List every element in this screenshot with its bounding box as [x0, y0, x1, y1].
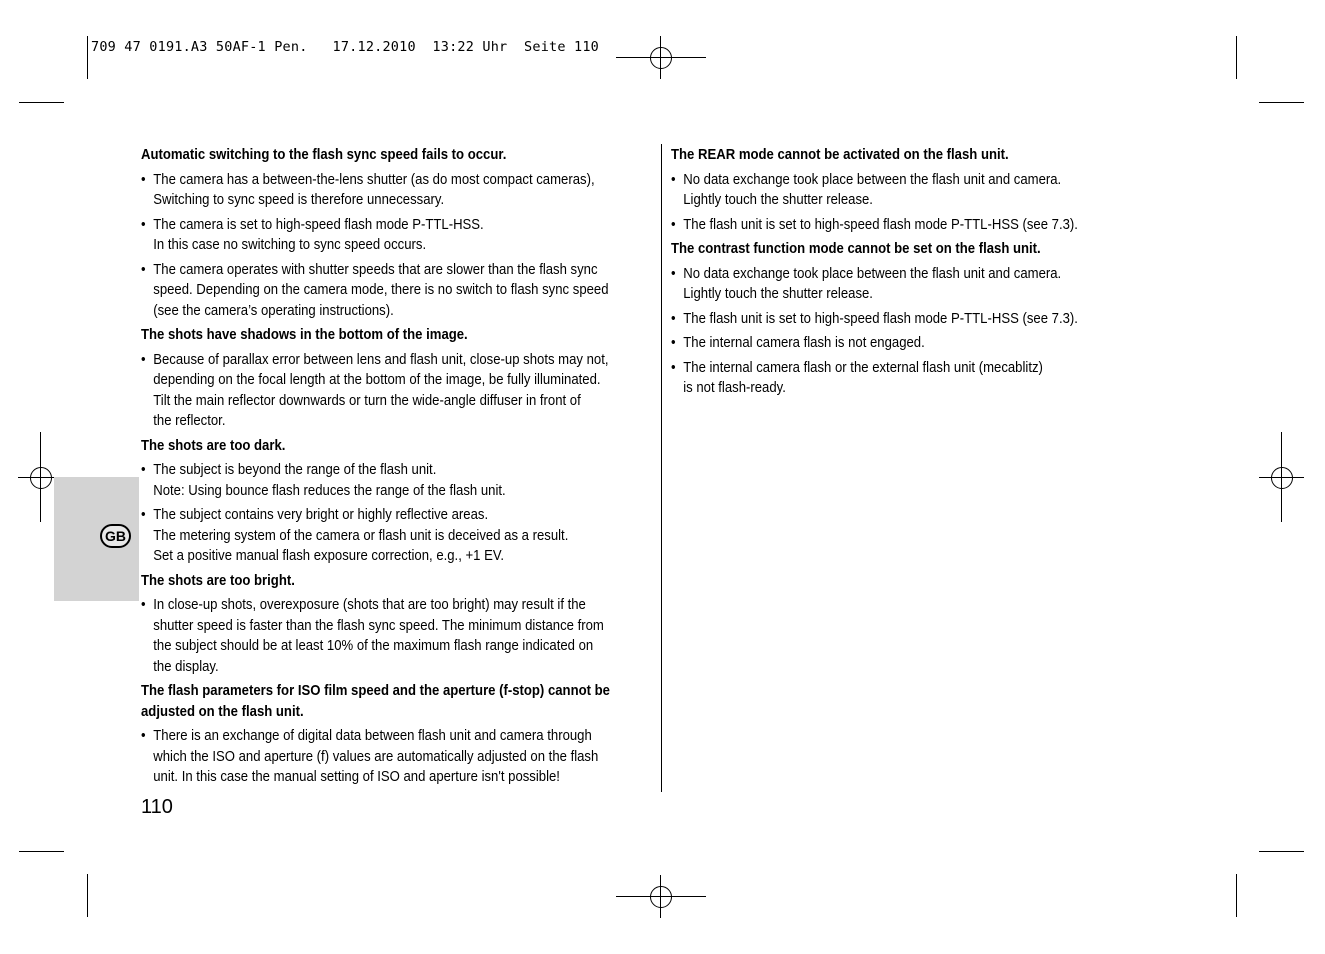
bullet-line: the reflector.	[153, 412, 226, 429]
bullet-list	[141, 726, 631, 788]
bullet-item	[141, 460, 631, 501]
bullet-line: In this case no switching to sync speed occurs.	[153, 236, 427, 253]
bullet-list	[141, 595, 631, 677]
left-column	[141, 145, 631, 792]
registration-mark	[650, 47, 672, 69]
registration-mark	[650, 886, 672, 908]
section-heading: The shots are too dark.	[141, 436, 286, 454]
section-heading: The shots are too bright.	[141, 571, 295, 589]
bullet-line: • The camera has a between-the-lens shutter (as do most compact cameras),	[153, 170, 595, 188]
bullet-line: The metering system of the camera or flash unit is deceived as a result.	[153, 526, 569, 544]
bullet-list	[141, 170, 631, 322]
section-heading: The contrast function mode cannot be set on the flash unit.	[671, 240, 1041, 257]
bullet-list	[671, 170, 1109, 236]
bullet-item	[671, 358, 1109, 399]
bullet-line: is not flash-ready.	[683, 379, 786, 396]
section-heading: Automatic switching to the flash sync speed fails to occur.	[141, 146, 507, 163]
bullet-item	[671, 170, 1109, 211]
bullet-item	[671, 309, 1109, 330]
bullet-line: • In close-up shots, overexposure (shots that are too bright) may result if the	[153, 596, 586, 613]
bullet-list	[671, 264, 1109, 399]
registration-mark	[1271, 467, 1293, 489]
bullet-line: • The flash unit is set to high-speed flash mode P-TTL-HSS (see 7.3).	[683, 215, 1078, 233]
bullet-item	[141, 350, 631, 432]
bullet-item	[141, 726, 631, 788]
crop-mark	[87, 874, 88, 917]
crop-mark	[19, 851, 64, 852]
bullet-line: Switching to sync speed is therefore unnecessary.	[153, 191, 445, 208]
bullet-line: • There is an exchange of digital data between flash unit and camera through	[153, 727, 592, 744]
bullet-line: speed. Depending on the camera mode, there is no switch to flash sync speed	[153, 281, 609, 298]
bullet-line: Note: Using bounce flash reduces the range of the flash unit.	[153, 481, 506, 499]
bullet-item	[671, 333, 1109, 354]
bullet-item	[671, 215, 1109, 236]
page-number: 110	[141, 796, 173, 818]
bullet-line: • The flash unit is set to high-speed flash mode P-TTL-HSS (see 7.3).	[683, 309, 1078, 327]
bullet-line: Lightly touch the shutter release.	[683, 285, 873, 302]
bullet-item	[141, 170, 631, 211]
bullet-line: Set a positive manual flash exposure correction, e.g., +1 EV.	[153, 547, 505, 564]
bullet-item	[141, 595, 631, 677]
bullet-line: • The subject contains very bright or highly reflective areas.	[153, 506, 489, 523]
section-heading: The REAR mode cannot be activated on the flash unit.	[671, 146, 1009, 163]
bullet-line: the display.	[153, 657, 219, 675]
bullet-line: • No data exchange took place between the flash unit and camera.	[683, 264, 1062, 282]
bullet-line: the subject should be at least 10% of the maximum flash range indicated on	[153, 637, 594, 654]
section-heading: The flash parameters for ISO film speed and the aperture (f-stop) cannot be adjusted on the flash unit.	[141, 682, 610, 720]
print-slug: 709 47 0191.A3 50AF-1 Pen. 17.12.2010 13:22 Uhr Seite 110	[91, 39, 599, 55]
bullet-line: which the ISO and aperture (f) values are automatically adjusted on the flash	[153, 747, 599, 765]
bullet-line: • The subject is beyond the range of the flash unit.	[153, 461, 437, 478]
crop-mark	[1259, 102, 1304, 103]
bullet-list	[141, 350, 631, 432]
crop-mark	[1236, 36, 1237, 79]
bullet-line: Tilt the main reflector downwards or turn the wide-angle diffuser in front of	[153, 391, 581, 409]
section-heading: The shots have shadows in the bottom of the image.	[141, 326, 468, 343]
bullet-line: (see the camera’s operating instructions).	[153, 301, 394, 319]
bullet-line: • The internal camera flash or the external flash unit (mecablitz)	[683, 358, 1043, 376]
bullet-line: Lightly touch the shutter release.	[683, 191, 873, 208]
bullet-item	[141, 215, 631, 256]
bullet-line: • The camera operates with shutter speeds that are slower than the flash sync	[153, 260, 598, 278]
bullet-line: unit. In this case the manual setting of ISO and aperture isn't possible!	[153, 768, 560, 785]
language-badge: GB	[100, 524, 131, 548]
bullet-line: • No data exchange took place between the flash unit and camera.	[683, 170, 1062, 188]
crop-mark	[1259, 851, 1304, 852]
registration-mark	[30, 467, 52, 489]
right-column	[671, 145, 1109, 403]
bullet-item	[141, 260, 631, 322]
bullet-line: depending on the focal length at the bottom of the image, be fully illuminated.	[153, 371, 601, 388]
bullet-line: • Because of parallax error between lens and flash unit, close-up shots may not,	[153, 350, 609, 368]
bullet-line: • The camera is set to high-speed flash mode P-TTL-HSS.	[153, 215, 484, 233]
bullet-line: • The internal camera flash is not engaged.	[683, 334, 925, 351]
crop-mark	[1236, 874, 1237, 917]
bullet-item	[141, 505, 631, 567]
crop-mark	[19, 102, 64, 103]
column-divider	[661, 144, 662, 792]
bullet-line: shutter speed is faster than the flash sync speed. The minimum distance from	[153, 616, 604, 634]
bullet-item	[671, 264, 1109, 305]
crop-mark	[87, 36, 88, 79]
bullet-list	[141, 460, 631, 567]
